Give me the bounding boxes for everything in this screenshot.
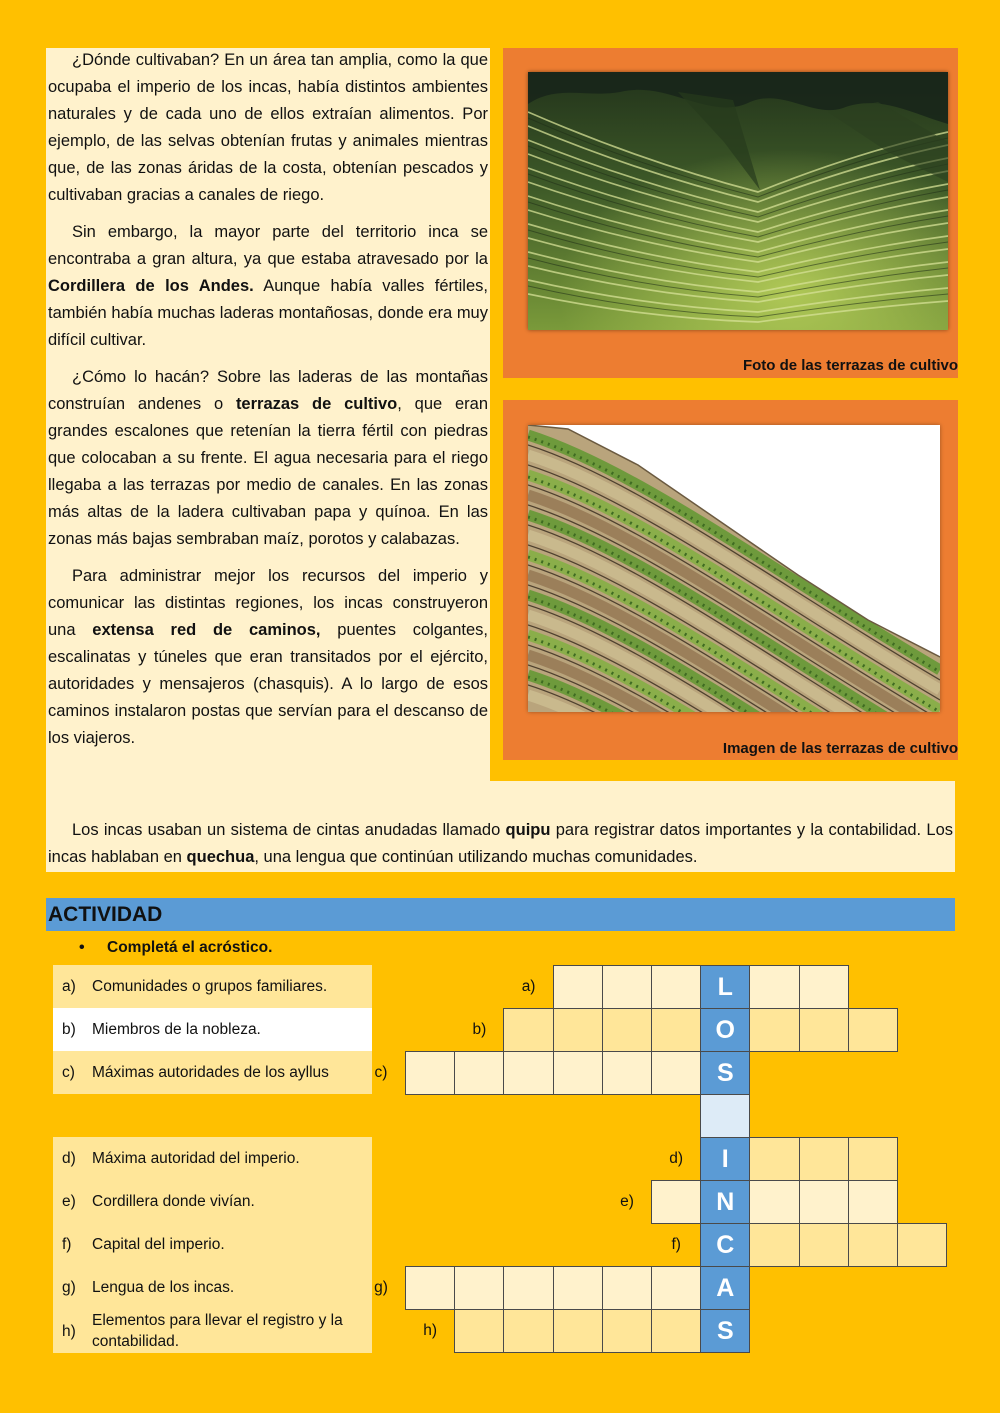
clue-row (53, 1051, 372, 1094)
acrostic-row-label: h) (423, 1322, 438, 1339)
clue-label: c) (62, 1064, 75, 1081)
answer-cell[interactable] (749, 1180, 799, 1224)
key-letter-cell: S (700, 1051, 750, 1095)
answer-cell[interactable] (602, 1008, 652, 1052)
key-spacer-cell (700, 1094, 750, 1138)
answer-cell[interactable] (651, 1309, 701, 1353)
clue-text: Máximas autoridades de los ayllus (92, 1064, 329, 1081)
acrostic-row-label: c) (374, 1064, 388, 1081)
key-letter-cell: A (700, 1266, 750, 1310)
answer-cell[interactable] (405, 1266, 455, 1310)
answer-cell[interactable] (602, 1266, 652, 1310)
clue-row (53, 1137, 372, 1180)
acrostic-row-label: d) (669, 1150, 684, 1167)
key-letter-cell: S (700, 1309, 750, 1353)
clue-label: f) (62, 1236, 72, 1253)
key-letter-cell: N (700, 1180, 750, 1224)
bold-term: Cordillera de los Andes. (48, 277, 254, 295)
paragraph-territory: Sin embargo, la mayor parte del territorio inca se encontraba a gran altura, ya que estaba atravesado por la Cordillera de los Andes. Aunque había valles fértiles, también había muchas laderas montañosas, donde era muy difícil cultivar. (48, 223, 488, 349)
answer-cell[interactable] (848, 1223, 898, 1267)
answer-cell[interactable] (651, 1051, 701, 1095)
clue-label: e) (62, 1193, 76, 1210)
answer-cell[interactable] (405, 1051, 455, 1095)
key-letter-cell: I (700, 1137, 750, 1181)
acrostic-row-label: b) (472, 1021, 487, 1038)
clue-label: a) (62, 978, 76, 995)
clue-row (53, 1008, 372, 1051)
activity-instruction: Completá el acróstico. (107, 939, 273, 956)
answer-cell[interactable] (503, 1008, 553, 1052)
bullet-icon: • (79, 939, 85, 956)
answer-cell[interactable] (749, 1137, 799, 1181)
terraces-illustration-graphic (528, 425, 940, 712)
answer-cell[interactable] (848, 1137, 898, 1181)
answer-cell[interactable] (602, 965, 652, 1009)
key-letter-cell: L (700, 965, 750, 1009)
answer-cell[interactable] (651, 1008, 701, 1052)
reading-column (48, 47, 488, 762)
answer-cell[interactable] (799, 1008, 849, 1052)
paragraph-where-cultivated: ¿Dónde cultivaban? En un área tan amplia, como la que ocupaba el imperio de los incas, había distintos ambientes naturales y de cada uno de ellos extraían alimentos. Por ejemplo, de las selvas obtenían frutas y animales mientras que, de las zonas áridas de la costa, obtenían pescados y cultivaban gracias a canales de riego. (48, 51, 488, 204)
key-letter-cell: O (700, 1008, 750, 1052)
acrostic-row-label: f) (671, 1236, 681, 1253)
bold-term: terrazas de cultivo (235, 395, 398, 413)
answer-cell[interactable] (553, 965, 603, 1009)
acrostic-row-label: a) (521, 978, 536, 995)
clue-text: Capital del imperio. (92, 1236, 225, 1253)
answer-cell[interactable] (503, 1266, 553, 1310)
key-letter-cell: C (700, 1223, 750, 1267)
clue-row (53, 1266, 372, 1309)
clue-text: Máxima autoridad del imperio. (92, 1150, 300, 1167)
paragraph-roads: Para administrar mejor los recursos del imperio y comunicar las distintas regiones, los incas construyeron una extensa red de caminos, puentes colgantes, escalinatas y túneles que eran transitados por el ejército, autoridades y mensajeros (chasquis). A lo largo de esos caminos instalaron postas que servían para el descanso de los viajeros. (48, 567, 488, 747)
answer-cell[interactable] (503, 1309, 553, 1353)
clue-row (53, 1309, 372, 1353)
answer-cell[interactable] (454, 1309, 504, 1353)
clue-row (53, 1223, 372, 1266)
acrostic-grid (374, 965, 948, 1352)
answer-cell[interactable] (553, 1266, 603, 1310)
answer-cell[interactable] (651, 1266, 701, 1310)
answer-cell[interactable] (848, 1180, 898, 1224)
terraces-illustration (528, 425, 940, 712)
answer-cell[interactable] (799, 1180, 849, 1224)
illustration-caption: Imagen de las terrazas de cultivo (722, 740, 958, 757)
terraces-photo-graphic (528, 72, 948, 330)
clue-label: b) (62, 1021, 76, 1038)
answer-cell[interactable] (454, 1266, 504, 1310)
clue-label: g) (62, 1279, 76, 1296)
answer-cell[interactable] (553, 1051, 603, 1095)
answer-cell[interactable] (651, 965, 701, 1009)
reading-footer (48, 817, 953, 871)
answer-cell[interactable] (848, 1008, 898, 1052)
answer-cell[interactable] (602, 1309, 652, 1353)
clue-text: Lengua de los incas. (92, 1279, 235, 1296)
clue-label: h) (62, 1322, 76, 1340)
answer-cell[interactable] (749, 965, 799, 1009)
answer-cell[interactable] (749, 1223, 799, 1267)
answer-cell[interactable] (553, 1008, 603, 1052)
bold-term: quechua (186, 848, 255, 866)
answer-cell[interactable] (799, 965, 849, 1009)
clue-text: Miembros de la nobleza. (92, 1021, 261, 1038)
paragraph-quipu-quechua: Los incas usaban un sistema de cintas anudadas llamado quipu para registrar datos importantes y la contabilidad. Los incas hablaban en quechua, una lengua que continúan utilizando muchas comunidades. (48, 821, 954, 866)
terraces-photo (528, 72, 948, 330)
acrostic-row-label: g) (374, 1279, 388, 1296)
clue-label: d) (62, 1150, 76, 1167)
activity-header: ACTIVIDAD (46, 898, 955, 931)
clue-text: Elementos para llevar el registro y la contabilidad. (92, 1312, 343, 1350)
answer-cell[interactable] (651, 1180, 701, 1224)
answer-cell[interactable] (897, 1223, 947, 1267)
answer-cell[interactable] (749, 1008, 799, 1052)
clue-row (53, 965, 372, 1008)
answer-cell[interactable] (553, 1309, 603, 1353)
answer-cell[interactable] (454, 1051, 504, 1095)
bold-term: quipu (505, 821, 551, 839)
answer-cell[interactable] (799, 1137, 849, 1181)
bold-term: extensa red de caminos, (92, 621, 321, 639)
answer-cell[interactable] (799, 1223, 849, 1267)
clue-text: Comunidades o grupos familiares. (92, 978, 328, 995)
acrostic-row-label: e) (620, 1193, 634, 1210)
answer-cell[interactable] (602, 1051, 652, 1095)
clue-row (53, 1180, 372, 1223)
photo-caption: Foto de las terrazas de cultivo (742, 357, 958, 374)
paragraph-terraces: ¿Cómo lo hacán? Sobre las laderas de las montañas construían andenes o terrazas de cultivo, que eran grandes escalones que retenían la tierra fértil con piedras que colocaban a su frente. El agua necesaria para el riego llegaba a las terrazas por medio de canales. En las zonas más altas de la ladera cultivaban papa y quínoa. En las zonas más bajas sembraban maíz, porotos y calabazas. (48, 368, 489, 548)
clue-text: Cordillera donde vivían. (92, 1193, 255, 1210)
answer-cell[interactable] (503, 1051, 553, 1095)
